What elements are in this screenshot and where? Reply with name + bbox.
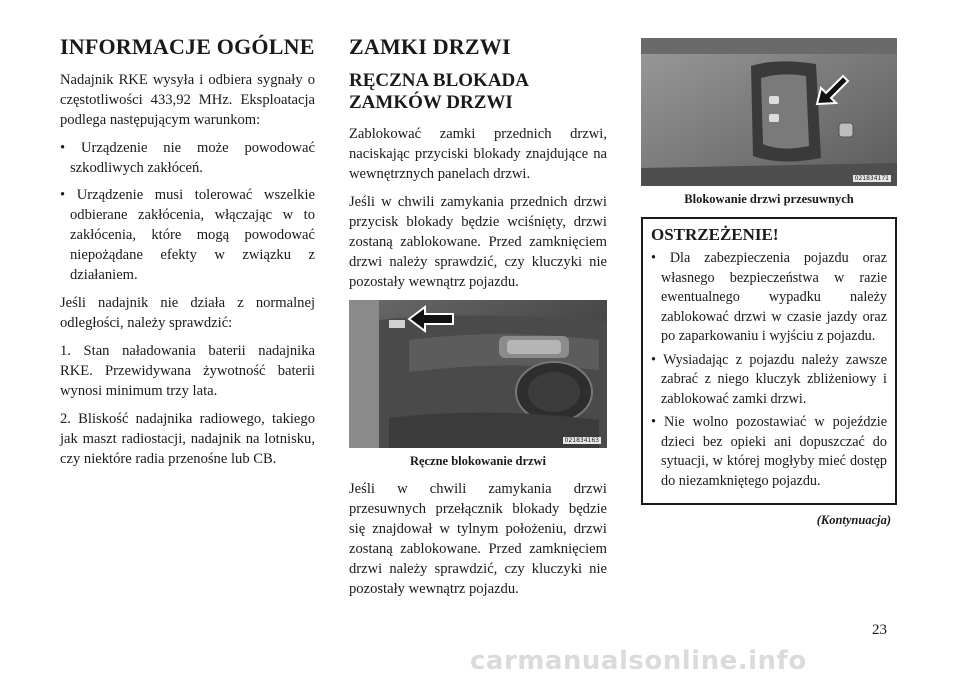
warning-title: OSTRZEŻENIE!	[651, 225, 779, 244]
watermark: carmanualsonline.info	[470, 646, 807, 676]
figure-caption: Blokowanie drzwi przesuwnych	[684, 192, 854, 206]
list-item: • Dla zabezpieczenia pojazdu oraz własnego bezpieczeństwa w razie ewentualnego wypadku należy zablokować drzwi w czasie jazdy oraz po zaparkowaniu i wyjściu z pojazdu.	[651, 249, 887, 347]
arrow-diagonal-icon	[813, 68, 853, 108]
sliding-door-image	[641, 38, 897, 186]
list-item: • Wysiadając z pojazdu należy zawsze zabrać z niego kluczyk zbliżeniowy i zablokować zamki drzwi.	[651, 351, 887, 410]
left-column	[60, 34, 315, 477]
conditions-list	[60, 138, 315, 285]
figure-code: 021834171	[854, 175, 889, 182]
middle-column	[349, 34, 607, 607]
section-heading-door-locks: ZAMKI DRZWI	[349, 34, 511, 59]
right-column	[641, 38, 897, 528]
section-heading-general-info: INFORMACJE OGÓLNE	[60, 34, 315, 59]
list-item: • Nie wolno pozostawiać w pojeździe dzieci bez opieki ani dopuszczać do sytuacji, w której mogłyby mieć dostęp do niezamkniętego pojazdu.	[651, 413, 887, 491]
warning-list	[651, 249, 887, 491]
manual-door-lock-figure	[349, 300, 607, 448]
paragraph: Jeśli w chwili zamykania drzwi przesuwnych przełącznik blokady będzie się znajdował w tylnym położeniu, drzwi zostaną zablokowane. Przed zamknięciem drzwi należy sprawdzić, czy kluczyki nie pozostały wewnątrz pojazdu.	[349, 481, 607, 597]
page-number: 23	[872, 622, 887, 638]
sliding-door-lock-figure	[641, 38, 897, 186]
figure-caption: Ręczne blokowanie drzwi	[409, 454, 547, 468]
list-item: • Urządzenie nie może powodować szkodliwych zakłóceń.	[60, 138, 315, 178]
check-item-2: 2. Bliskość nadajnika radiowego, takiego jak maszt radiostacji, nadajnik na lotnisku, czy niektóre radia przenośne lub CB.	[60, 411, 315, 467]
check-item-1: 1. Stan naładowania baterii nadajnika RKE. Przewidywana żywotność baterii wynosi minimum trzy lata.	[60, 343, 315, 399]
subheading-manual-lock: RĘCZNA BLOKADA ZAMKÓW DRZWI	[349, 70, 528, 113]
warning-box	[641, 217, 897, 505]
intro-paragraph: Nadajnik RKE wysyła i odbiera sygnały o częstotliwości 433,92 MHz. Eksploatacja podlega następującym warunkom:	[60, 72, 315, 128]
figure-code: 021834163	[564, 437, 599, 444]
paragraph: Zablokować zamki przednich drzwi, naciskając przyciski blokady znajdujące na wewnętrznych panelach drzwi.	[349, 126, 607, 182]
arrow-left-icon	[407, 304, 457, 334]
continued-note: (Kontynuacja)	[816, 513, 891, 527]
paragraph: Jeśli w chwili zamykania przednich drzwi przycisk blokady będzie wciśnięty, drzwi zostaną zablokowane. Przed zamknięciem drzwi należy sprawdzić, czy kluczyki nie pozostały wewnątrz pojazdu.	[349, 194, 607, 290]
list-item: • Urządzenie musi tolerować wszelkie odbierane zakłócenia, włączając w to zakłócenia, które mogą powodować niepożądane efekty w związku z działaniem.	[60, 185, 315, 285]
door-panel-image	[349, 300, 607, 448]
check-paragraph: Jeśli nadajnik nie działa z normalnej odległości, należy sprawdzić:	[60, 295, 315, 331]
